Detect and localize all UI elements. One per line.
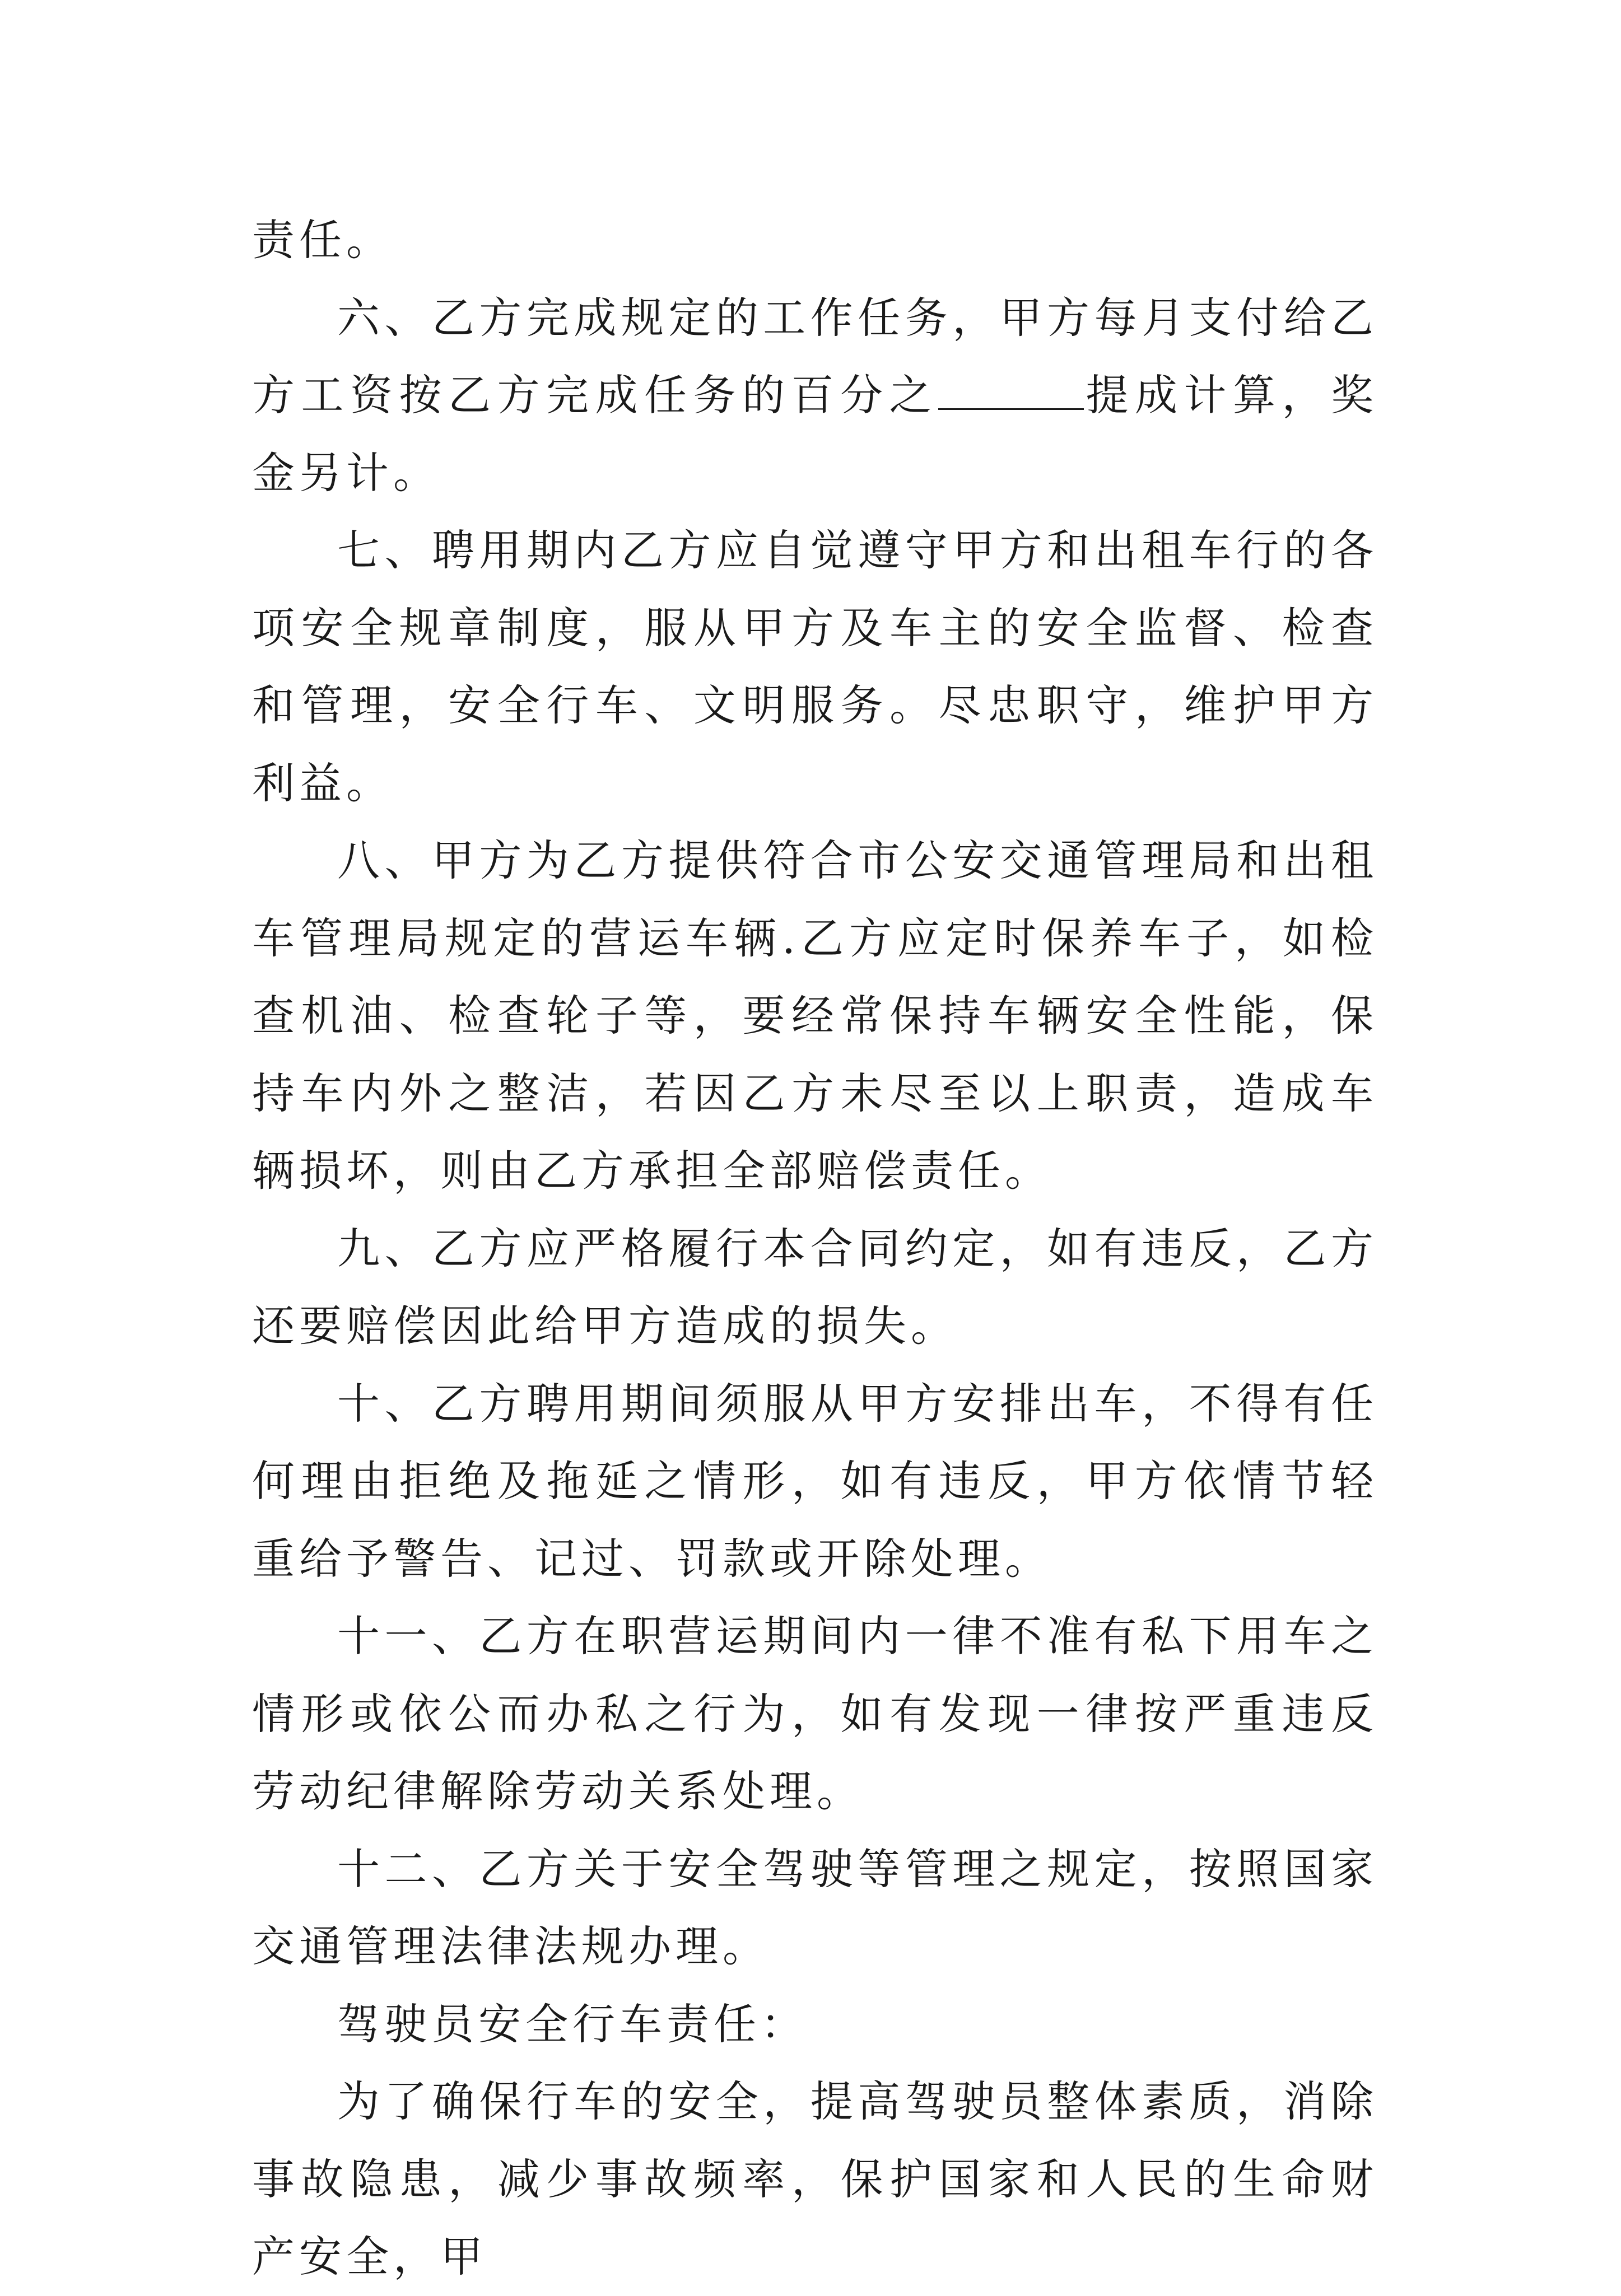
paragraph-clause-7: 七、聘用期内乙方应自觉遵守甲方和出租车行的各项安全规章制度，服从甲方及车主的安全监督、检查和管理，安全行车、文明服务。尽忠职守，维护甲方利益。 [252, 525, 1378, 808]
paragraph-clause-10: 十、乙方聘用期间须服从甲方安排出车，不得有任何理由拒绝及拖延之情形，如有违反，甲方依情节轻重给予警告、记过、罚款或开除处理。 [252, 1378, 1378, 1584]
paragraph-clause-9: 九、乙方应严格履行本合同约定，如有违反，乙方还要赔偿因此给甲方造成的损失。 [252, 1223, 1378, 1351]
section-heading: 驾驶员安全行车责任： [337, 1999, 808, 2049]
clause-6-text-end: 提成计算，奖金另计。 [252, 370, 1378, 498]
clause-6-text-start: 六、乙方完成规定的工作任务，甲方每月支付给乙方工资按乙方完成任务的百分之 [252, 292, 1378, 420]
document-body [252, 202, 1378, 2296]
paragraph-clause-8: 八、甲方为乙方提供符合市公安交通管理局和出租车管理局规定的营运车辆.乙方应定时保养车子，如检查机油、检查轮子等，要经常保持车辆安全性能，保持车内外之整洁，若因乙方未尽至以上职责，造成车辆损坏，则由乙方承担全部赔偿责任。 [252, 836, 1378, 1196]
paragraph-safety-intro: 为了确保行车的安全，提高驾驶员整体素质，消除事故隐患，减少事故频率，保护国家和人民的生命财产安全，甲 [252, 2076, 1378, 2281]
paragraph-clause-11: 十一、乙方在职营运期间内一律不准有私下用车之情形或依公而办私之行为，如有发现一律按严重违反劳动纪律解除劳动关系处理。 [252, 1611, 1378, 1816]
paragraph-clause-6 [252, 279, 1378, 512]
paragraph-clause-12: 十二、乙方关于安全驾驶等管理之规定，按照国家交通管理法律法规办理。 [252, 1844, 1378, 1971]
paragraph-continuation: 责任。 [252, 215, 393, 265]
fill-in-blank [938, 375, 1084, 410]
